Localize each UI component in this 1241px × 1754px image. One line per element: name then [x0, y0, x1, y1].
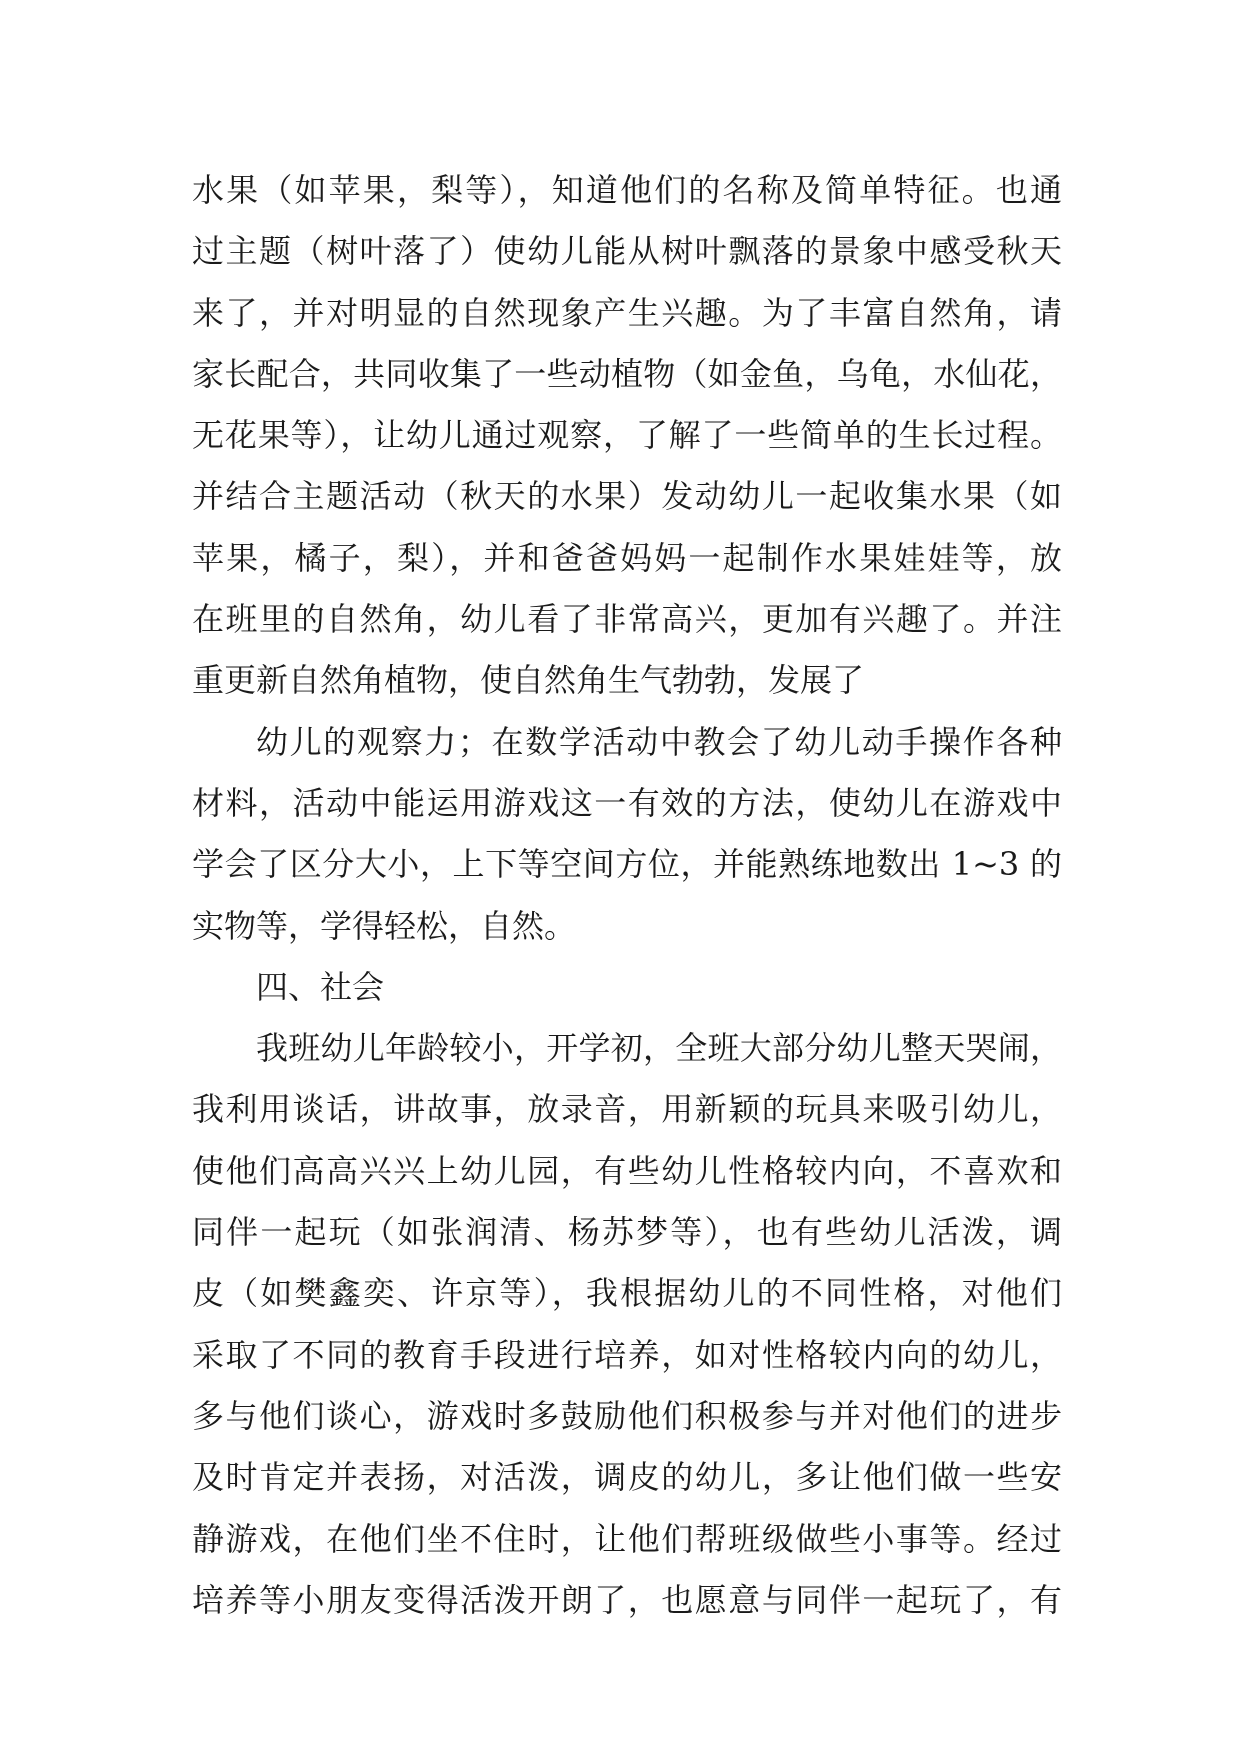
document-body: [192, 160, 1062, 1631]
text-line: 同伴一起玩（如张润清、杨苏梦等），也有些幼儿活泼，调: [192, 1213, 1062, 1252]
text-line: 在班里的自然角，幼儿看了非常高兴，更加有兴趣了。并注: [192, 600, 1062, 639]
text-line: 多与他们谈心，游戏时多鼓励他们积极参与并对他们的进步: [192, 1396, 1062, 1435]
text-line: 过主题（树叶落了）使幼儿能从树叶飘落的景象中感受秋天: [192, 232, 1062, 271]
text-line: 静游戏，在他们坐不住时，让他们帮班级做些小事等。经过: [192, 1519, 1062, 1558]
text-line: 无花果等），让幼儿通过观察，了解了一些简单的生长过程。: [192, 416, 1062, 455]
text-line: 皮（如樊鑫奕、许京等），我根据幼儿的不同性格，对他们: [192, 1274, 1062, 1313]
text-line: 家长配合，共同收集了一些动植物（如金鱼，乌龟，水仙花，: [192, 354, 1062, 393]
text-line: 苹果，橘子，梨），并和爸爸妈妈一起制作水果娃娃等，放: [192, 538, 1062, 577]
text-line: 及时肯定并表扬，对活泼，调皮的幼儿，多让他们做一些安: [192, 1458, 1062, 1497]
text-line: 学会了区分大小，上下等空间方位，并能熟练地数出 1~3 的: [192, 845, 1062, 884]
section-heading: 四、社会: [256, 967, 385, 1006]
text-line: 我利用谈话，讲故事，放录音，用新颖的玩具来吸引幼儿，: [192, 1090, 1062, 1129]
text-line: 培养等小朋友变得活泼开朗了，也愿意与同伴一起玩了，有: [192, 1580, 1062, 1619]
text-line: 水果（如苹果，梨等），知道他们的名称及简单特征。也通: [192, 171, 1062, 209]
text-line: 并结合主题活动（秋天的水果）发动幼儿一起收集水果（如: [192, 477, 1062, 516]
paragraph-first-line: 我班幼儿年龄较小，开学初，全班大部分幼儿整天哭闹，: [256, 1029, 1062, 1068]
paragraph-first-line: 幼儿的观察力；在数学活动中教会了幼儿动手操作各种: [256, 722, 1062, 761]
text-line: 采取了不同的教育手段进行培养，如对性格较内向的幼儿，: [192, 1335, 1062, 1374]
text-line: 材料，活动中能运用游戏这一有效的方法，使幼儿在游戏中: [192, 783, 1062, 822]
text-line: 重更新自然角植物，使自然角生气勃勃，发展了: [192, 661, 865, 700]
text-line: 实物等，学得轻松，自然。: [192, 906, 577, 945]
text-line: 来了，并对明显的自然现象产生兴趣。为了丰富自然角，请: [192, 293, 1062, 332]
text-line: 使他们高高兴兴上幼儿园，有些幼儿性格较内向，不喜欢和: [192, 1151, 1062, 1190]
